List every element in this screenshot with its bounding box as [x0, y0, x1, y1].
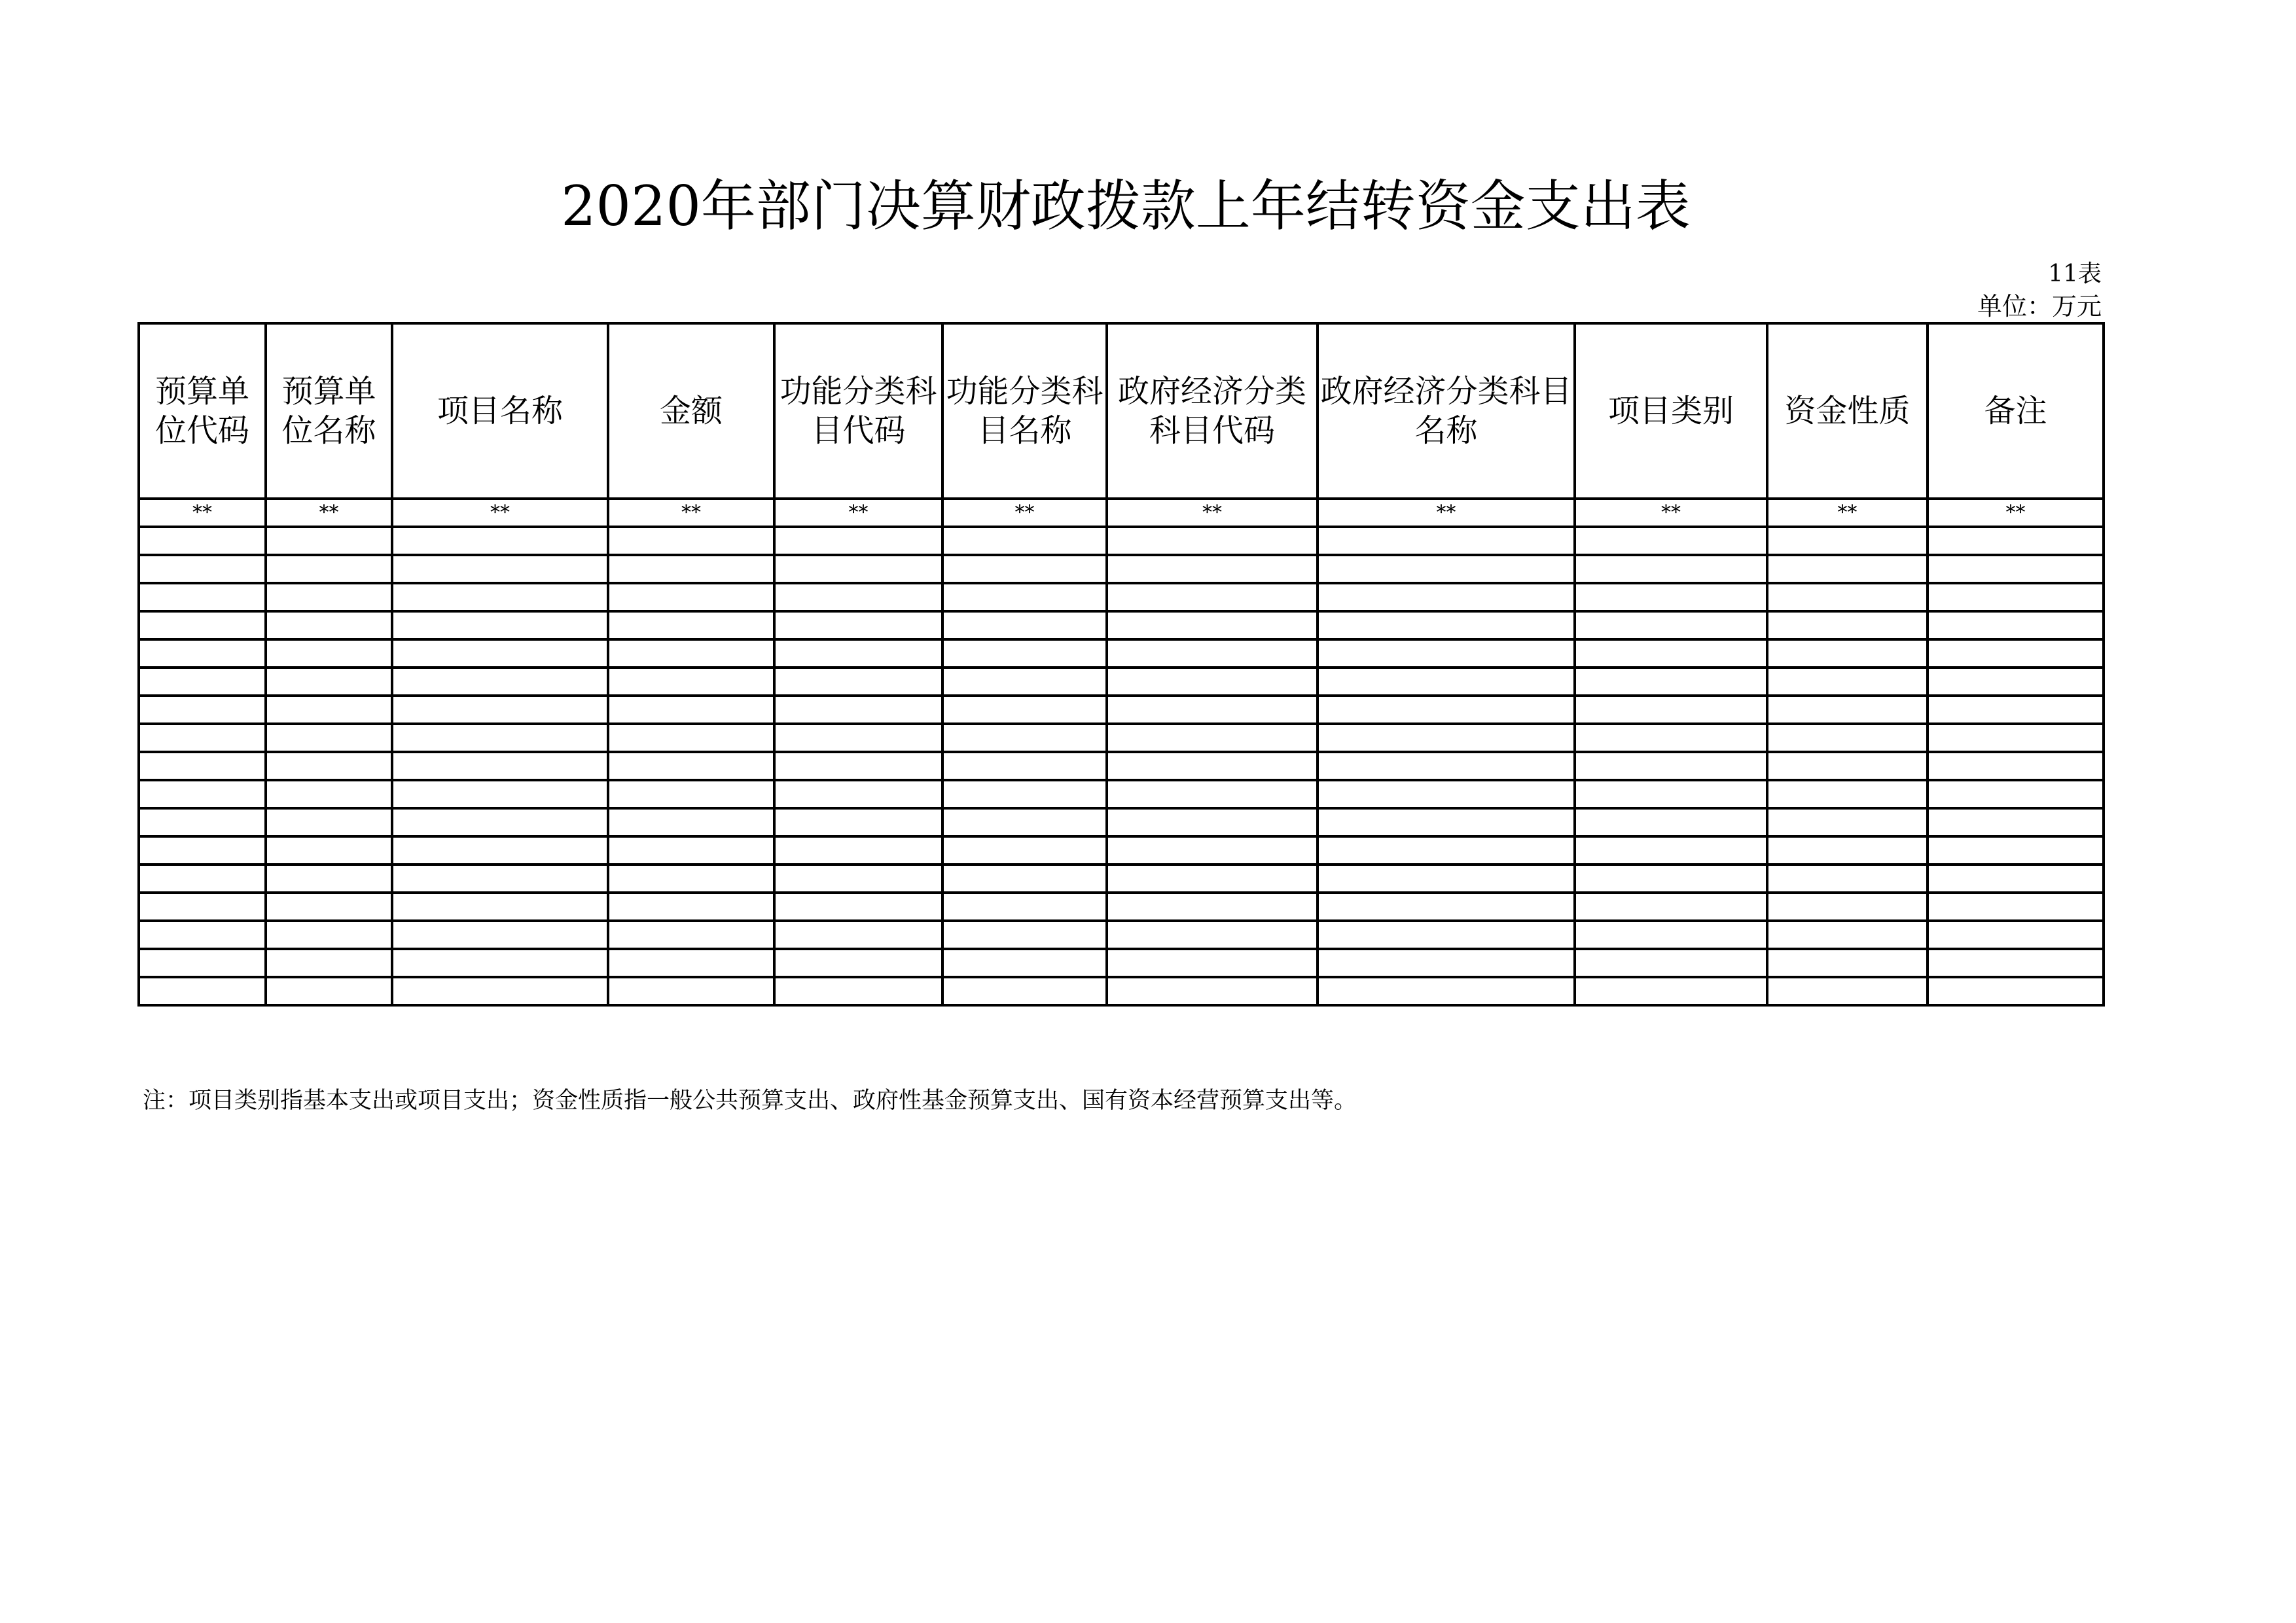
table-row	[139, 527, 2104, 555]
table-cell	[139, 949, 266, 977]
table-cell	[608, 808, 774, 836]
table-row	[139, 555, 2104, 583]
table-row	[139, 752, 2104, 780]
table-cell	[774, 752, 942, 780]
table-cell	[139, 977, 266, 1005]
table-cell	[1767, 780, 1928, 808]
table-cell	[139, 836, 266, 865]
table-cell	[774, 977, 942, 1005]
table-cell	[266, 893, 392, 921]
table-cell	[266, 724, 392, 752]
table-cell	[1767, 611, 1928, 639]
table-cell	[1767, 555, 1928, 583]
table-cell	[266, 583, 392, 611]
table-cell	[1928, 611, 2104, 639]
table-cell	[266, 639, 392, 668]
table-cell	[139, 639, 266, 668]
table-cell	[1767, 865, 1928, 893]
table-cell: **	[608, 499, 774, 527]
table-cell	[266, 668, 392, 696]
table-row	[139, 668, 2104, 696]
table-cell: **	[1767, 499, 1928, 527]
table-row	[139, 977, 2104, 1005]
table-cell	[608, 724, 774, 752]
col-economic-class-code: 政府经济分类科目代码	[1107, 323, 1318, 499]
table-cell: **	[774, 499, 942, 527]
table-cell	[1575, 865, 1767, 893]
table-cell	[1928, 949, 2104, 977]
table-cell	[1928, 639, 2104, 668]
table-cell	[392, 668, 608, 696]
table-cell	[1575, 780, 1767, 808]
table-cell	[942, 836, 1107, 865]
table-cell	[1107, 639, 1318, 668]
table-cell	[942, 696, 1107, 724]
table-cell	[608, 527, 774, 555]
table-cell	[1575, 527, 1767, 555]
table-cell	[774, 583, 942, 611]
table-cell	[1575, 555, 1767, 583]
table-cell	[1318, 865, 1575, 893]
table-cell: **	[1928, 499, 2104, 527]
table-row	[139, 893, 2104, 921]
table-cell: **	[1107, 499, 1318, 527]
table-cell	[1318, 724, 1575, 752]
table-cell	[1318, 555, 1575, 583]
table-cell	[942, 921, 1107, 949]
table-cell	[1107, 696, 1318, 724]
table-cell	[1318, 611, 1575, 639]
table-cell	[266, 949, 392, 977]
table-cell	[1575, 639, 1767, 668]
table-cell	[1767, 949, 1928, 977]
table-cell	[608, 921, 774, 949]
table-cell	[1767, 752, 1928, 780]
table-cell	[608, 977, 774, 1005]
table-cell	[608, 583, 774, 611]
col-function-class-name: 功能分类科目名称	[942, 323, 1107, 499]
table-cell	[1318, 668, 1575, 696]
table-cell	[139, 611, 266, 639]
table-cell	[392, 724, 608, 752]
col-project-name: 项目名称	[392, 323, 608, 499]
table-cell	[1928, 752, 2104, 780]
table-cell	[266, 808, 392, 836]
table-cell	[1318, 696, 1575, 724]
table-row	[139, 583, 2104, 611]
table-cell	[1318, 527, 1575, 555]
table-cell	[1767, 836, 1928, 865]
page-title: 2020年部门决算财政拨款上年结转资金支出表	[561, 174, 1691, 238]
table-cell	[1928, 724, 2104, 752]
col-budget-unit-name: 预算单位名称	[266, 323, 392, 499]
table-cell	[1928, 836, 2104, 865]
table-cell: **	[392, 499, 608, 527]
table-cell	[1928, 555, 2104, 583]
table-cell	[1575, 611, 1767, 639]
table-row	[139, 865, 2104, 893]
col-fund-nature: 资金性质	[1767, 323, 1928, 499]
table-cell	[1767, 668, 1928, 696]
table-cell	[942, 893, 1107, 921]
table-cell	[608, 668, 774, 696]
table-cell	[1107, 977, 1318, 1005]
table-cell	[1928, 893, 2104, 921]
table-cell	[774, 527, 942, 555]
expenditure-table	[137, 322, 2105, 1007]
table-cell	[1767, 696, 1928, 724]
table-cell	[139, 893, 266, 921]
table-cell	[608, 780, 774, 808]
table-cell	[1107, 780, 1318, 808]
table-cell	[1928, 668, 2104, 696]
table-cell	[392, 865, 608, 893]
table-cell	[774, 780, 942, 808]
table-cell	[266, 921, 392, 949]
table-cell	[774, 836, 942, 865]
table-cell	[1767, 639, 1928, 668]
table-cell: **	[942, 499, 1107, 527]
table-cell	[1575, 977, 1767, 1005]
table-cell	[774, 893, 942, 921]
table-row	[139, 780, 2104, 808]
table-cell	[392, 949, 608, 977]
table-cell: **	[1318, 499, 1575, 527]
table-cell	[139, 527, 266, 555]
table-cell	[942, 752, 1107, 780]
table-cell	[139, 865, 266, 893]
table-cell	[942, 639, 1107, 668]
table-cell	[1767, 977, 1928, 1005]
placeholder-row	[139, 499, 2104, 527]
table-cell	[608, 949, 774, 977]
table-cell	[1575, 836, 1767, 865]
table-cell	[774, 555, 942, 583]
table-row	[139, 921, 2104, 949]
table-cell	[1767, 893, 1928, 921]
table-cell	[1767, 724, 1928, 752]
table-cell	[942, 555, 1107, 583]
table-cell	[1928, 865, 2104, 893]
table-cell	[392, 921, 608, 949]
table-cell	[1107, 808, 1318, 836]
table-cell	[1318, 808, 1575, 836]
table-cell	[942, 865, 1107, 893]
header-row	[139, 323, 2104, 499]
footnote: 注：项目类别指基本支出或项目支出；资金性质指一般公共预算支出、政府性基金预算支出、国有资本经营预算支出等。	[143, 1088, 1357, 1114]
table-cell	[266, 527, 392, 555]
table-cell	[1107, 949, 1318, 977]
table-row	[139, 611, 2104, 639]
table-cell	[266, 836, 392, 865]
table-cell	[139, 668, 266, 696]
table-row	[139, 724, 2104, 752]
table-cell	[266, 555, 392, 583]
table-cell	[942, 949, 1107, 977]
table-cell	[1575, 893, 1767, 921]
table-cell	[266, 696, 392, 724]
table-cell	[266, 752, 392, 780]
table-cell	[774, 921, 942, 949]
table-row	[139, 639, 2104, 668]
table-cell	[1928, 921, 2104, 949]
table-cell	[942, 583, 1107, 611]
table-cell	[942, 668, 1107, 696]
table-cell	[1107, 555, 1318, 583]
table-cell	[1575, 724, 1767, 752]
table-cell	[1107, 836, 1318, 865]
table-cell	[1575, 921, 1767, 949]
table-cell	[392, 583, 608, 611]
table-cell	[139, 780, 266, 808]
table-cell	[139, 583, 266, 611]
table-cell	[608, 639, 774, 668]
table-cell	[1318, 639, 1575, 668]
table-row	[139, 836, 2104, 865]
table-cell	[139, 808, 266, 836]
table-cell	[608, 893, 774, 921]
table-cell	[774, 696, 942, 724]
table-number: 11表	[2048, 260, 2102, 287]
table-cell	[392, 639, 608, 668]
table-cell	[1318, 977, 1575, 1005]
table-cell: **	[1575, 499, 1767, 527]
table-row	[139, 808, 2104, 836]
table-cell	[1928, 977, 2104, 1005]
table-cell	[1318, 583, 1575, 611]
table-cell	[1107, 583, 1318, 611]
col-function-class-code: 功能分类科目代码	[774, 323, 942, 499]
table-cell	[774, 611, 942, 639]
table-cell	[774, 865, 942, 893]
table-cell	[942, 808, 1107, 836]
col-budget-unit-code: 预算单位代码	[139, 323, 266, 499]
table-cell	[608, 865, 774, 893]
table-cell	[139, 752, 266, 780]
table-cell	[392, 527, 608, 555]
table-cell	[1575, 668, 1767, 696]
table-cell	[392, 977, 608, 1005]
table-cell	[392, 808, 608, 836]
table-cell	[608, 555, 774, 583]
table-cell	[1928, 583, 2104, 611]
table-cell	[139, 555, 266, 583]
table-cell	[1107, 865, 1318, 893]
table-cell: **	[139, 499, 266, 527]
table-cell	[1107, 668, 1318, 696]
col-project-category: 项目类别	[1575, 323, 1767, 499]
table-cell	[774, 808, 942, 836]
table-cell	[1107, 611, 1318, 639]
table-cell	[1318, 752, 1575, 780]
col-economic-class-name: 政府经济分类科目名称	[1318, 323, 1575, 499]
table-cell	[608, 611, 774, 639]
table-cell	[942, 724, 1107, 752]
unit-label: 单位：万元	[1977, 292, 2102, 321]
table-cell	[392, 555, 608, 583]
table-cell	[1928, 696, 2104, 724]
table-cell	[266, 977, 392, 1005]
table-cell	[266, 780, 392, 808]
table-cell	[139, 921, 266, 949]
table-cell	[392, 893, 608, 921]
table-cell	[392, 780, 608, 808]
table-cell	[139, 724, 266, 752]
table-cell	[1575, 696, 1767, 724]
table-cell	[1928, 808, 2104, 836]
table-cell	[942, 780, 1107, 808]
table-row	[139, 696, 2104, 724]
table-cell	[942, 977, 1107, 1005]
table-cell	[774, 724, 942, 752]
table-cell	[139, 696, 266, 724]
table-cell	[1107, 724, 1318, 752]
table-cell	[774, 668, 942, 696]
table-cell	[1928, 527, 2104, 555]
table-cell	[608, 836, 774, 865]
table-cell	[1767, 808, 1928, 836]
table-cell	[608, 752, 774, 780]
table-cell	[1575, 808, 1767, 836]
table-cell	[392, 696, 608, 724]
table-cell	[1318, 780, 1575, 808]
table-cell	[1575, 752, 1767, 780]
table-cell	[1107, 893, 1318, 921]
table-row	[139, 949, 2104, 977]
table-cell	[392, 611, 608, 639]
table-cell	[266, 865, 392, 893]
table-cell	[1318, 836, 1575, 865]
table-cell: **	[266, 499, 392, 527]
col-amount: 金额	[608, 323, 774, 499]
table-cell	[1318, 949, 1575, 977]
table-cell	[1575, 949, 1767, 977]
table-cell	[392, 752, 608, 780]
table-cell	[1107, 921, 1318, 949]
table-cell	[392, 836, 608, 865]
table-cell	[1928, 780, 2104, 808]
table-cell	[1318, 921, 1575, 949]
table-cell	[266, 611, 392, 639]
col-remarks: 备注	[1928, 323, 2104, 499]
table-cell	[1575, 583, 1767, 611]
table-cell	[1767, 583, 1928, 611]
table-cell	[1767, 527, 1928, 555]
table-cell	[1107, 752, 1318, 780]
table-cell	[608, 696, 774, 724]
table-cell	[774, 949, 942, 977]
table-cell	[774, 639, 942, 668]
table-cell	[942, 527, 1107, 555]
table-cell	[1318, 893, 1575, 921]
table-cell	[1107, 527, 1318, 555]
table-cell	[942, 611, 1107, 639]
table-cell	[1767, 921, 1928, 949]
